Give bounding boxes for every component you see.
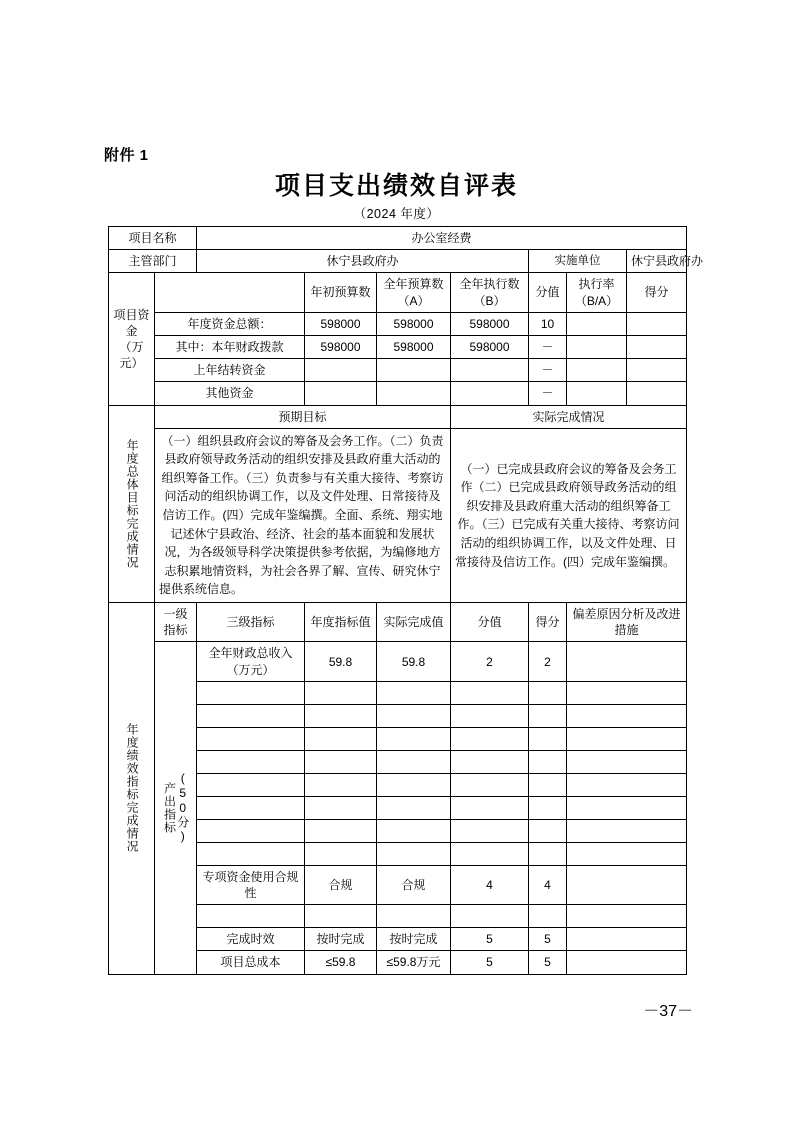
funds-row-name: 其他资金 xyxy=(155,382,305,405)
blank-cell xyxy=(567,796,687,819)
header-level3: 三级指标 xyxy=(197,603,305,642)
annual-goal-side-label xyxy=(109,405,155,603)
funds-row-year-budget: 598000 xyxy=(377,335,451,358)
blank-cell xyxy=(567,773,687,796)
blank-cell xyxy=(377,842,451,865)
blank-cell xyxy=(451,905,529,928)
level1-label-line1: 产出指标 xyxy=(162,781,177,834)
page-number: －37－ xyxy=(643,1003,693,1020)
perf-score-value: 4 xyxy=(451,865,529,904)
funds-blank-header xyxy=(155,273,305,312)
funds-row-begin-budget: 598000 xyxy=(305,312,377,335)
header-score-value: 分值 xyxy=(529,273,567,312)
funds-row-year-budget: 598000 xyxy=(377,312,451,335)
table-row-funds-appropriation xyxy=(109,335,687,358)
project-name-value: 办公室经费 xyxy=(197,227,687,250)
table-row-project-name xyxy=(109,227,687,250)
funds-row-name: 其中：本年财政拨款 xyxy=(155,335,305,358)
blank-cell xyxy=(197,842,305,865)
blank-cell xyxy=(305,704,377,727)
blank-cell xyxy=(197,773,305,796)
perf-score: 4 xyxy=(529,865,567,904)
header-score: 得分 xyxy=(627,273,687,312)
header-deviation: 偏差原因分析及改进措施 xyxy=(567,603,687,642)
perf-score: 5 xyxy=(529,928,567,951)
blank-cell xyxy=(197,796,305,819)
blank-cell xyxy=(377,773,451,796)
annual-goal-side-label-text: 年度总体目标完成情况 xyxy=(125,438,140,569)
header-target-value: 年度指标值 xyxy=(305,603,377,642)
funds-row-score-value: － xyxy=(529,382,567,405)
blank-cell xyxy=(451,750,529,773)
blank-cell xyxy=(567,750,687,773)
header-year-budget: 全年预算数（A） xyxy=(377,273,451,312)
funds-row-year-exec xyxy=(451,382,529,405)
header-level1: 一级指标 xyxy=(155,603,197,642)
impl-unit-label: 实施单位 xyxy=(529,250,627,273)
header-perf-score-value: 分值 xyxy=(451,603,529,642)
funds-row-exec-rate xyxy=(567,359,627,382)
funds-row-name: 上年结转资金 xyxy=(155,359,305,382)
table-row-funds-carryover xyxy=(109,359,687,382)
perf-level3: 全年财政总收入（万元） xyxy=(197,642,305,681)
blank-cell xyxy=(305,819,377,842)
blank-cell xyxy=(377,727,451,750)
blank-cell xyxy=(451,773,529,796)
page-title: 项目支出绩效自评表 xyxy=(274,172,518,200)
perf-score: 5 xyxy=(529,951,567,974)
perf-target-value: ≤59.8 xyxy=(305,951,377,974)
expected-goal-text: （一）组织县政府会议的筹备及会务工作。（二）负责县政府领导政务活动的组织安排及县政府重大活动的组织筹备工作。（三）负责参与有关重大接待、考察访问活动的组织协调工作，以及文件处理、日常接待及信访工作。(四）完成年鉴编撰。全面、系统、翔实地记述休宁县政治、经济、社会的基本面貌和发展状况，为各级领导科学决策提供参考依据，为编修地方志积累地情资料，为社会各界了解、宣传、研究休宁提供系统信息。 xyxy=(155,428,451,602)
funds-row-score xyxy=(627,335,687,358)
perf-deviation xyxy=(567,865,687,904)
funds-row-exec-rate xyxy=(567,382,627,405)
table-row-funds-other xyxy=(109,382,687,405)
funds-row-begin-budget: 598000 xyxy=(305,335,377,358)
perf-target-value: 59.8 xyxy=(305,642,377,681)
funds-row-year-exec: 598000 xyxy=(451,312,529,335)
table-row-perf-1 xyxy=(109,642,687,681)
funds-row-year-budget xyxy=(377,359,451,382)
funds-row-year-exec: 598000 xyxy=(451,335,529,358)
funds-row-score-value: 10 xyxy=(529,312,567,335)
funds-row-exec-rate xyxy=(567,312,627,335)
perf-level3: 完成时效 xyxy=(197,928,305,951)
blank-cell xyxy=(529,750,567,773)
blank-cell xyxy=(197,727,305,750)
table-row-perf-header xyxy=(109,603,687,642)
blank-cell xyxy=(305,773,377,796)
blank-cell xyxy=(377,905,451,928)
blank-cell xyxy=(377,796,451,819)
funds-side-label-line2: （万元） xyxy=(119,339,144,371)
blank-cell xyxy=(529,819,567,842)
blank-cell xyxy=(529,905,567,928)
table-row-funds-header xyxy=(109,273,687,312)
blank-cell xyxy=(529,773,567,796)
table-row-goal-header xyxy=(109,405,687,428)
blank-cell xyxy=(305,905,377,928)
blank-cell xyxy=(529,842,567,865)
header-begin-budget: 年初预算数 xyxy=(305,273,377,312)
perf-score-value: 5 xyxy=(451,928,529,951)
performance-self-evaluation-table xyxy=(108,226,704,975)
blank-cell xyxy=(451,727,529,750)
perf-score-value: 5 xyxy=(451,951,529,974)
perf-target-value: 合规 xyxy=(305,865,377,904)
blank-cell xyxy=(197,819,305,842)
blank-cell xyxy=(451,796,529,819)
blank-cell xyxy=(305,750,377,773)
blank-cell xyxy=(197,750,305,773)
perf-level3: 项目总成本 xyxy=(197,951,305,974)
funds-row-score-value: － xyxy=(529,359,567,382)
blank-cell xyxy=(567,681,687,704)
level1-output-indicator xyxy=(155,642,197,974)
funds-row-begin-budget xyxy=(305,359,377,382)
blank-cell xyxy=(377,819,451,842)
blank-cell xyxy=(377,750,451,773)
header-actual-value: 实际完成值 xyxy=(377,603,451,642)
blank-cell xyxy=(567,727,687,750)
perf-deviation xyxy=(567,951,687,974)
funds-row-score-value: － xyxy=(529,335,567,358)
perf-actual-value: 合规 xyxy=(377,865,451,904)
header-year-exec: 全年执行数（B） xyxy=(451,273,529,312)
funds-side-label-line1: 项目资金 xyxy=(113,307,150,338)
funds-row-exec-rate xyxy=(567,335,627,358)
perf-actual-value: 按时完成 xyxy=(377,928,451,951)
blank-cell xyxy=(197,681,305,704)
perf-actual-value: ≤59.8万元 xyxy=(377,951,451,974)
dept-label: 主管部门 xyxy=(109,250,197,273)
funds-side-label xyxy=(109,273,155,405)
funds-row-begin-budget xyxy=(305,382,377,405)
blank-cell xyxy=(529,727,567,750)
funds-row-score xyxy=(627,359,687,382)
perf-side-label xyxy=(109,603,155,975)
table-row-department xyxy=(109,250,687,273)
funds-row-year-exec xyxy=(451,359,529,382)
actual-goal-text: （一）已完成县政府会议的筹备及会务工作（二）已完成县政府领导政务活动的组织安排及县政府重大活动的组织筹备工作。（三）已完成有关重大接待、考察访问活动的组织协调工作，以及文件处理、日常接待及信访工作。(四）完成年鉴编撰。 xyxy=(451,428,687,602)
blank-cell xyxy=(305,681,377,704)
funds-row-score xyxy=(627,312,687,335)
blank-cell xyxy=(377,704,451,727)
perf-deviation xyxy=(567,642,687,681)
header-perf-score: 得分 xyxy=(529,603,567,642)
blank-cell xyxy=(305,727,377,750)
blank-cell xyxy=(305,796,377,819)
blank-cell xyxy=(305,842,377,865)
blank-cell xyxy=(567,704,687,727)
blank-cell xyxy=(197,704,305,727)
perf-score: 2 xyxy=(529,642,567,681)
perf-score-value: 2 xyxy=(451,642,529,681)
perf-target-value: 按时完成 xyxy=(305,928,377,951)
expected-goal-header: 预期目标 xyxy=(155,405,451,428)
perf-level3: 专项资金使用合规性 xyxy=(197,865,305,904)
blank-cell xyxy=(567,819,687,842)
impl-unit-value: 休宁县政府办 xyxy=(627,250,687,273)
blank-cell xyxy=(567,905,687,928)
dept-value: 休宁县政府办 xyxy=(197,250,529,273)
blank-cell xyxy=(529,796,567,819)
blank-cell xyxy=(197,905,305,928)
table-row-goal-body xyxy=(109,428,687,602)
blank-cell xyxy=(451,704,529,727)
blank-cell xyxy=(451,842,529,865)
funds-row-name: 年度资金总额： xyxy=(155,312,305,335)
funds-row-score xyxy=(627,382,687,405)
blank-cell xyxy=(377,681,451,704)
attachment-label: 附件 1 xyxy=(104,147,149,164)
page-subtitle: （2024 年度） xyxy=(353,207,440,221)
perf-actual-value: 59.8 xyxy=(377,642,451,681)
blank-cell xyxy=(451,681,529,704)
blank-cell xyxy=(451,819,529,842)
project-name-label: 项目名称 xyxy=(109,227,197,250)
header-exec-rate: 执行率（B/A） xyxy=(567,273,627,312)
blank-cell xyxy=(529,704,567,727)
level1-label-line2: (50分) xyxy=(175,771,190,845)
perf-deviation xyxy=(567,928,687,951)
table-row-funds-total xyxy=(109,312,687,335)
blank-cell xyxy=(529,681,567,704)
perf-side-label-text: 年度绩效指标完成情况 xyxy=(125,723,140,854)
funds-row-year-budget xyxy=(377,382,451,405)
blank-cell xyxy=(567,842,687,865)
actual-goal-header: 实际完成情况 xyxy=(451,405,687,428)
